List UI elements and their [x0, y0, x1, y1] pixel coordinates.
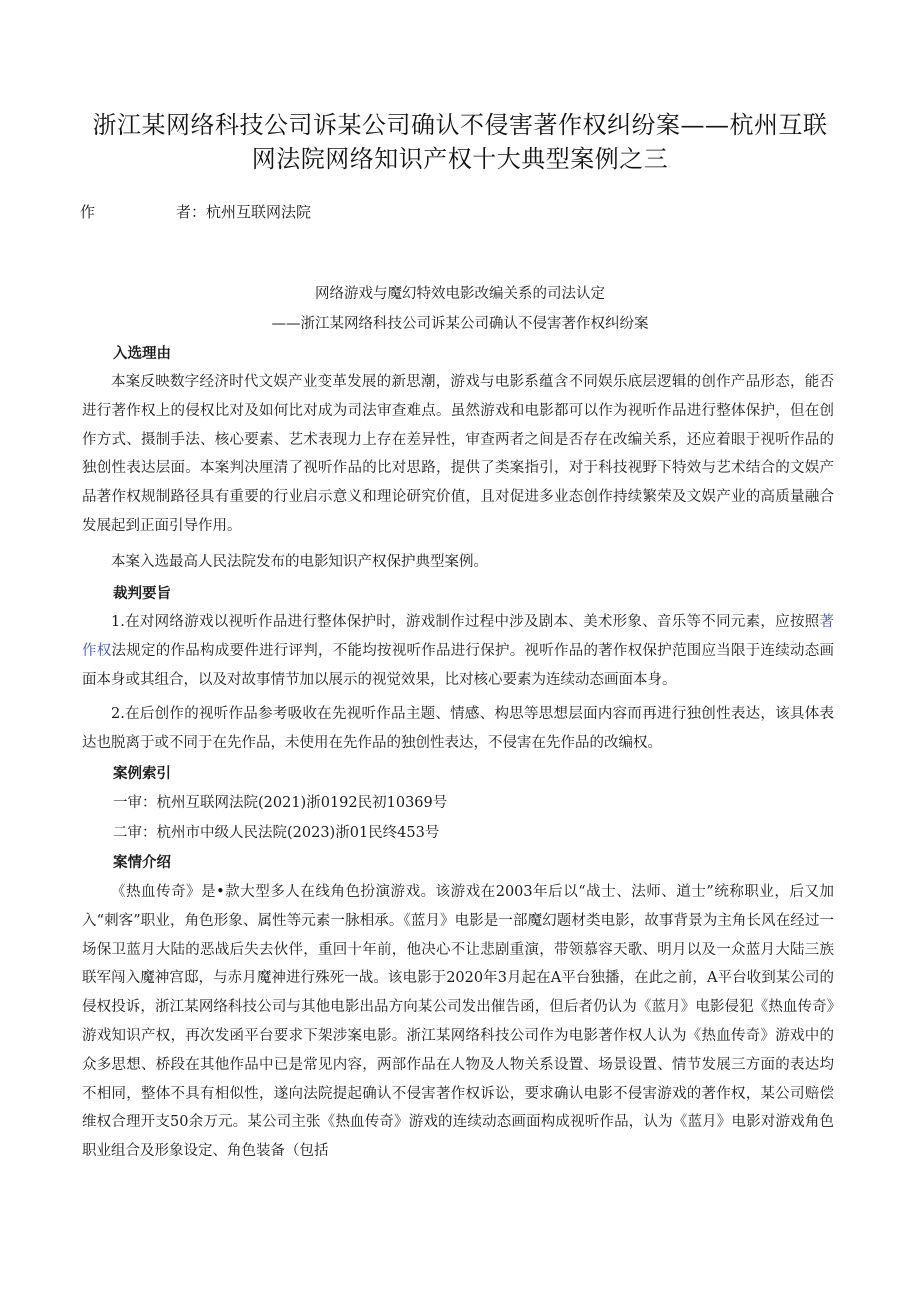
author-label-1: 作 — [80, 203, 96, 221]
section-heading-index: 案例索引 — [113, 766, 171, 782]
gist-paragraph-2: 2.在后创作的视听作品参考吸收在先视听作品主题、情感、构思等思想层面内容而再进行独创性表达，该具体表达也脱离于或不同于在先作品，未使用在先作品的独创性表达，不侵害在先作品的改编权。 — [82, 706, 834, 751]
author-label-2: 者： — [176, 203, 207, 221]
gist-paragraph-1 — [82, 608, 834, 694]
reason-note-paragraph: 本案入选最高人民法院发布的电影知识产权保护典型案例。 — [111, 554, 488, 570]
facts-paragraph: 《热血传奇》是•款大型多人在线角色扮演游戏。该游戏在2003年后以“战士、法师、道士”统称职业，后又加入“刺客”职业，角色形象、属性等元素一脉相承。《蓝月》电影是一部魔幻题材类电影，故事背景为主角长风在经过一场保卫蓝月大陆的恶战后失去伙伴，重回十年前，他决心不让悲剧重演，带领慕容天歌、明月以及一众蓝月大陆三族联军闯入魔神宫邸，与赤月魔神进行殊死一战。该电影于2020年3月起在A平台独播，在此之前，A平台收到某公司的侵权投诉，浙江某网络科技公司与其他电影出品方向某公司发出催告函，但后者仍认为《蓝月》电影侵犯《热血传奇》游戏知识产权，再次发函平台要求下架涉案电影。浙江某网络科技公司作为电影著作权人认为《热血传奇》游戏中的众多思想、桥段在其他作品中已是常见内容，两部作品在人物及人物关系设置、场景设置、情节发展三方面的表达均不相同，整体不具有相似性，遂向法院提起确认不侵害著作权诉讼，要求确认电影不侵害游戏的著作权，某公司赔偿维权合理开支50余万元。某公司主张《热血传奇》游戏的连续动态画面构成视听作品，认为《蓝月》电影对游戏角色职业组合及形象设定、角色装备（包括 — [82, 884, 834, 1160]
first-instance-case-number: 一审：杭州互联网法院(2021)浙0192民初10369号 — [113, 795, 448, 811]
case-subtitle: 网络游戏与魔幻特效电影改编关系的司法认定 — [315, 286, 605, 302]
author-name: 杭州互联网法院 — [206, 203, 312, 221]
section-heading-gist: 裁判要旨 — [113, 586, 171, 602]
title-line-1: 浙江某网络科技公司诉某公司确认不侵害著作权纠纷案——杭州互联 — [92, 111, 828, 139]
second-instance-case-number: 二审：杭州市中级人民法院(2023)浙01民终453号 — [113, 825, 440, 841]
case-subtitle-secondary: ——浙江某网络科技公司诉某公司确认不侵害著作权纠纷案 — [271, 316, 649, 332]
reason-paragraph: 本案反映数字经济时代文娱产业变革发展的新思潮，游戏与电影系蕴含不同娱乐底层逻辑的创作产品形态，能否进行著作权上的侵权比对及如何比对成为司法审查难点。虽然游戏和电影都可以作为视听作品进行整体保护，但在创作方式、摄制手法、核心要素、艺术表现力上存在差异性，审查两者之间是否存在改编关系，还应着眼于视听作品的独创性表达层面。本案判决厘清了视听作品的比对思路，提供了类案指引，对于科技视野下特效与艺术结合的文娱产品著作权规制路径具有重要的行业启示意义和理论研究价值，且对促进多业态创作持续繁荣及文娱产业的高质量融合发展起到正面引导作用。 — [82, 374, 834, 534]
copyright-link[interactable]: 著作权 — [82, 614, 834, 659]
author-line — [80, 201, 311, 223]
section-heading-reason: 入选理由 — [113, 346, 171, 362]
gist-p1-text-before: 1.在对网络游戏以视听作品进行整体保护时，游戏制作过程中涉及剧本、美术形象、音乐等不同元素，应按照 — [111, 614, 820, 630]
section-heading-facts: 案情介绍 — [113, 855, 171, 871]
document-title — [70, 108, 850, 176]
title-line-2: 网法院网络知识产权十大典型案例之三 — [251, 145, 669, 173]
gist-p1-text-after: 法规定的作品构成要件进行评判，不能均按视听作品进行保护。视听作品的著作权保护范围应当限于连续动态画面本身或其组合，以及对故事情节加以展示的视觉效果，比对核心要素为连续动态画面本身。 — [82, 642, 834, 688]
